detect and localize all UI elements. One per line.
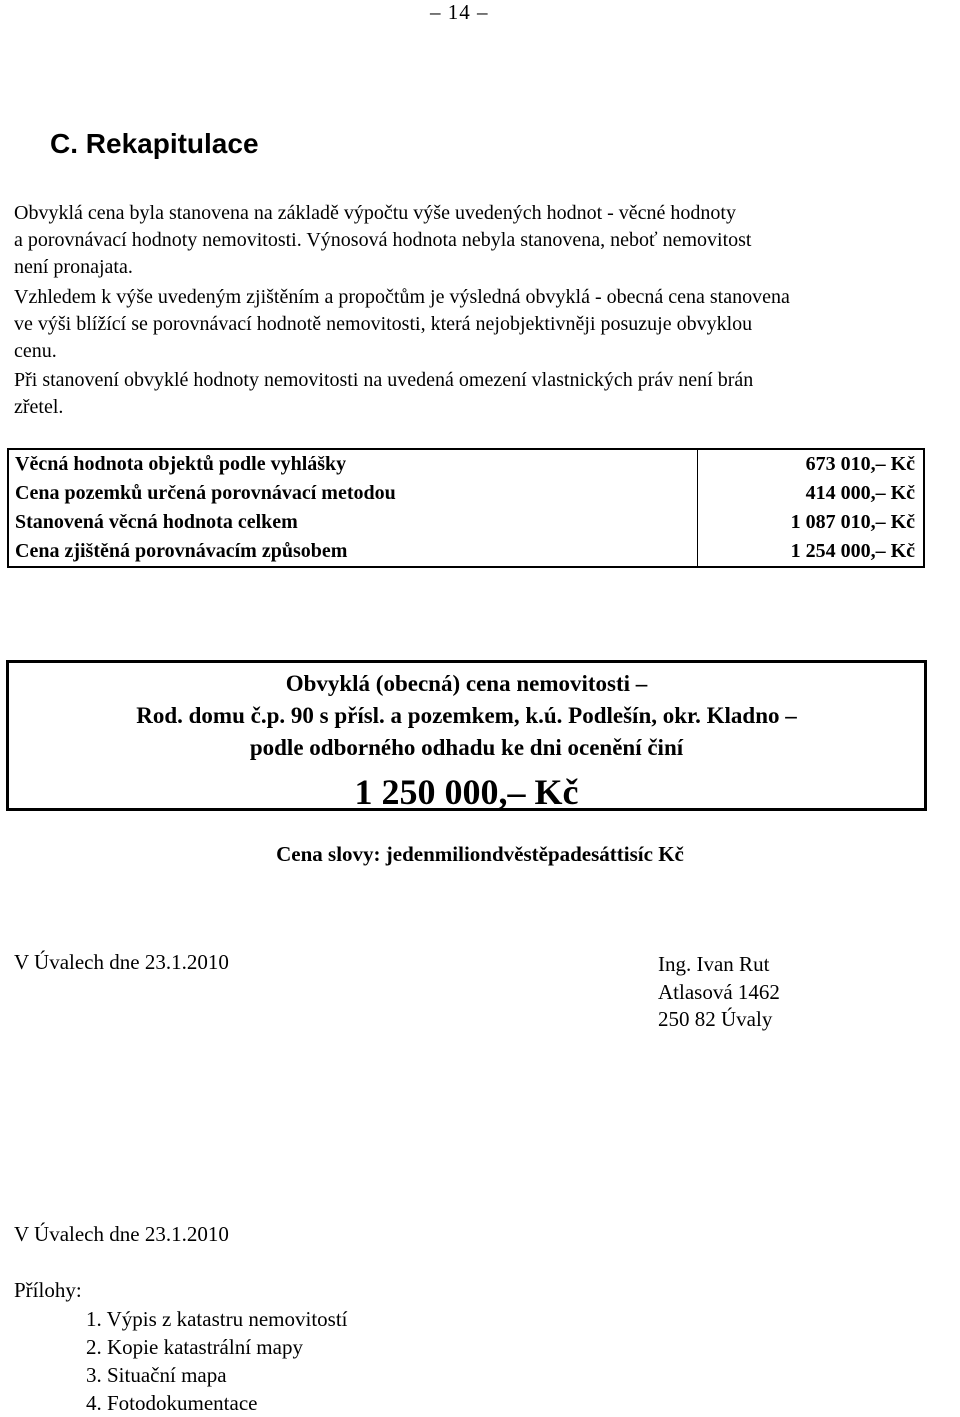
paragraph-line: Obvyklá cena byla stanovena na základě výpočtu výše uvedených hodnot - věcné hodnoty [14, 202, 736, 224]
row-label: Cena pozemků určená porovnávací metodou [8, 479, 698, 508]
row-label: Stanovená věcná hodnota celkem [8, 508, 698, 537]
paragraph-line: cenu. [14, 340, 57, 362]
appraiser-name: Ing. Ivan Rut [658, 952, 770, 976]
price-box-property: Rod. domu č.p. 90 s přísl. a pozemkem, k.ú. Podlešín, okr. Kladno – [136, 703, 797, 728]
list-item: 4. Fotodokumentace [86, 1391, 258, 1415]
row-label: Cena zjištěná porovnávacím způsobem [8, 537, 698, 567]
final-price-amount: 1 250 000,– Kč [354, 772, 579, 812]
place-date: V Úvalech dne 23.1.2010 [14, 950, 229, 974]
row-value: 1 087 010,– Kč [790, 511, 915, 533]
page-number: – 14 – [430, 0, 489, 24]
final-price-box [6, 660, 927, 811]
table-row [8, 508, 924, 537]
paragraph-line: ve výši blížící se porovnávací hodnotě nemovitosti, která nejobjektivněji posuzuje obvyklou [14, 313, 753, 335]
paragraph-resulting-price [14, 284, 944, 365]
summary-table [7, 448, 925, 568]
list-item: 3. Situační mapa [86, 1363, 227, 1387]
paragraph-line: Vzhledem k výše uvedeným zjištěním a propočtům je výsledná obvyklá - obecná cena stanovena [14, 286, 790, 308]
table-row [8, 537, 924, 567]
row-value: 1 254 000,– Kč [790, 540, 915, 562]
appraiser-street: Atlasová 1462 [658, 980, 780, 1004]
paragraph-valuation-method [14, 200, 944, 281]
price-box-statement: podle odborného odhadu ke dni ocenění činí [249, 735, 684, 760]
paragraph-line: zřetel. [14, 396, 64, 418]
place-date-second: V Úvalech dne 23.1.2010 [14, 1222, 229, 1246]
price-in-words: Cena slovy: jedenmiliondvěstěpadesáttisíc Kč [276, 842, 684, 866]
table-row [8, 479, 924, 508]
row-value: 673 010,– Kč [805, 453, 915, 475]
list-item: 2. Kopie katastrální mapy [86, 1335, 303, 1359]
attachments-title: Přílohy: [14, 1278, 82, 1302]
attachments-list [86, 1305, 348, 1417]
paragraph-line: a porovnávací hodnoty nemovitosti. Výnosová hodnota nebyla stanovena, neboť nemovitost [14, 229, 752, 251]
section-heading: C. Rekapitulace [50, 128, 259, 159]
list-item: 1. Výpis z katastru nemovitostí [86, 1307, 348, 1331]
paragraph-line: Při stanovení obvyklé hodnoty nemovitosti na uvedená omezení vlastnických práv není brán [14, 369, 754, 391]
appraiser-city: 250 82 Úvaly [658, 1007, 773, 1031]
row-value: 414 000,– Kč [805, 482, 915, 504]
table-row [8, 449, 924, 479]
row-label: Věcná hodnota objektů podle vyhlášky [8, 449, 698, 479]
paragraph-line: není pronajata. [14, 256, 133, 278]
price-box-title: Obvyklá (obecná) cena nemovitosti – [285, 671, 648, 696]
paragraph-restrictions [14, 367, 944, 421]
